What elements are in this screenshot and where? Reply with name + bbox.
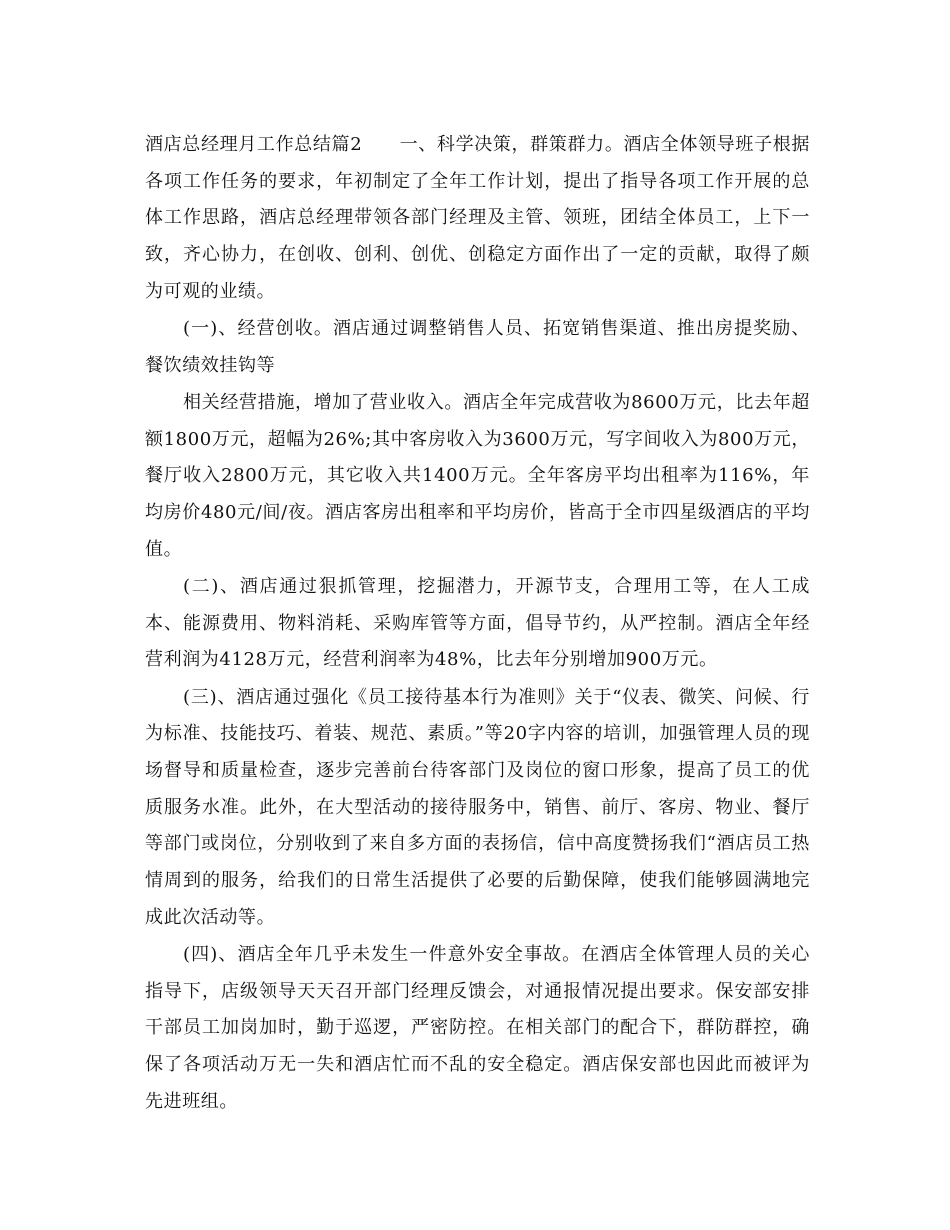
paragraph-section-4: (四)、酒店全年几乎未发生一件意外安全事故。在酒店全体管理人员的关心指导下，店级领导天天召开部门经理反馈会，对通报情况提出要求。保安部安排干部员工加岗加时，勤于巡逻，严密防控。在相关部门的配合下，群防群控，确保了各项活动万无一失和酒店忙而不乱的安全稳定。酒店保安部也因此而被评为先进班组。 [145, 943, 810, 1112]
paragraph-section-1-continued: 相关经营措施，增加了营业收入。酒店全年完成营收为8600万元，比去年超额1800万元，超幅为26%;其中客房收入为3600万元，写字间收入为800万元，餐厅收入2800万元，其它收入共1400万元。全年客房平均出租率为116%，年均房价480元/间/夜。酒店客房出租率和平均房价，皆高于全市四星级酒店的平均值。 [145, 391, 810, 560]
document-body [145, 127, 810, 1120]
paragraph-intro: 酒店总经理月工作总结篇2 一、科学决策，群策群力。酒店全体领导班子根据各项工作任务的要求，年初制定了全年工作计划，提出了指导各项工作开展的总体工作思路，酒店总经理带领各部门经理及主管、领班，团结全体员工，上下一致，齐心协力，在创收、创利、创优、创稳定方面作出了一定的贡献，取得了颇为可观的业绩。 [145, 134, 810, 302]
paragraph-section-3: (三)、酒店通过强化《员工接待基本行为准则》关于“仪表、微笑、问候、行为标准、技能技巧、着装、规范、素质。”等20字内容的培训，加强管理人员的现场督导和质量检查，逐步完善前台待客部门及岗位的窗口形象，提高了员工的优质服务水准。此外，在大型活动的接待服务中，销售、前厅、客房、物业、餐厅等部门或岗位，分别收到了来自多方面的表扬信，信中高度赞扬我们“酒店员工热情周到的服务，给我们的日常生活提供了必要的后勤保障，使我们能够圆满地完成此次活动等。 [145, 686, 810, 928]
paragraph-section-1: (一)、经营创收。酒店通过调整销售人员、拓宽销售渠道、推出房提奖励、餐饮绩效挂钩等 [145, 318, 810, 376]
paragraph-section-2: (二)、酒店通过狠抓管理，挖掘潜力，开源节支，合理用工等，在人工成本、能源费用、物料消耗、采购库管等方面，倡导节约，从严控制。酒店全年经营利润为4128万元，经营利润率为48%，比去年分别增加900万元。 [145, 575, 810, 671]
